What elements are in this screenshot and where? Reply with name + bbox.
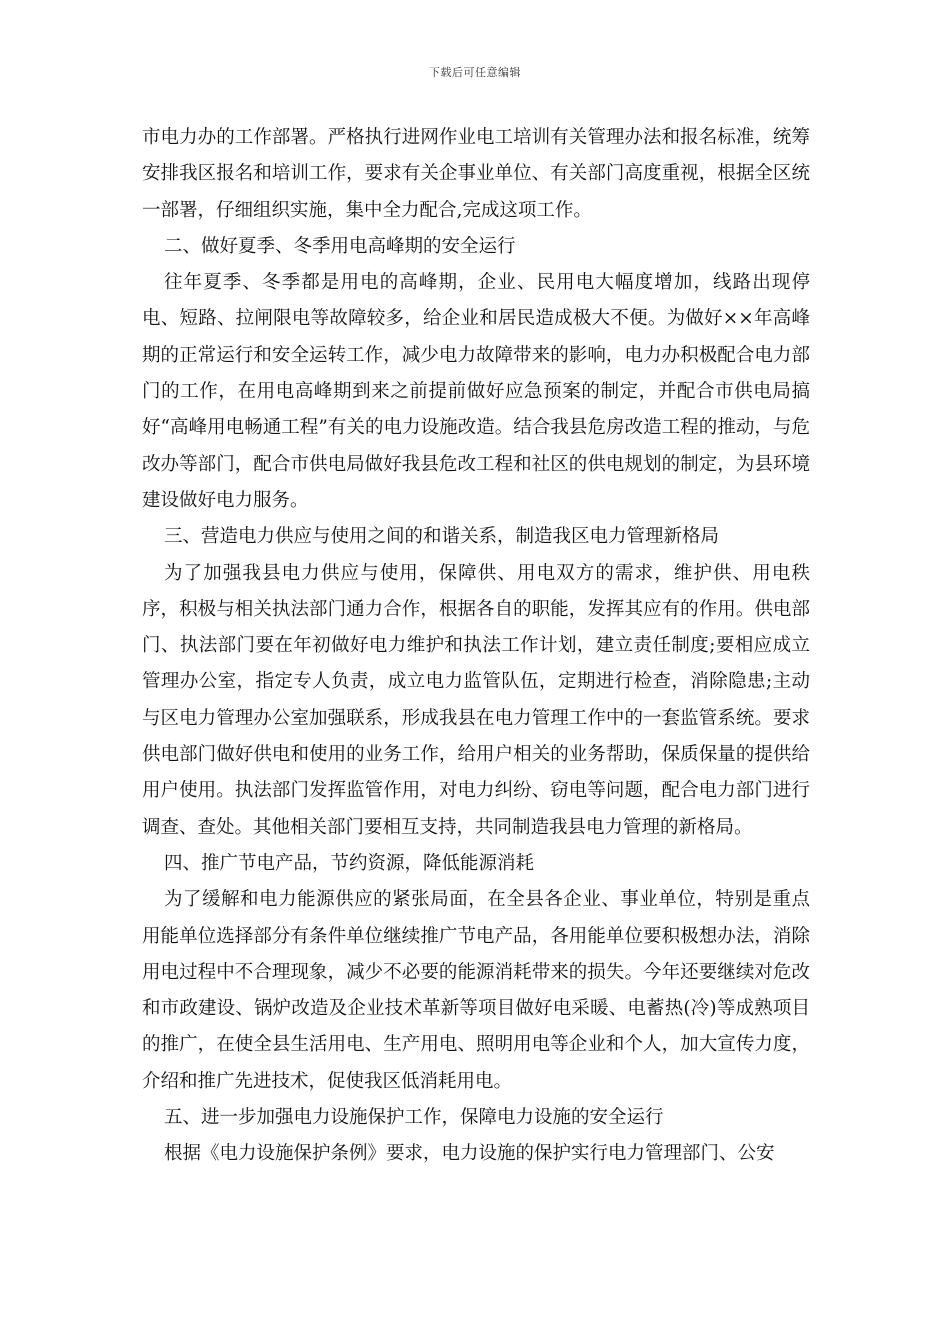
section-heading-2: 二、做好夏季、冬季用电高峰期的安全运行: [164, 235, 516, 257]
document-body: [142, 120, 810, 1173]
section-heading-3: 三、营造电力供应与使用之间的和谐关系，制造我区电力管理新格局: [164, 526, 720, 548]
section-heading-4: 四、推广节电产品，节约资源，降低能源消耗: [164, 852, 535, 874]
paragraph-section-5: 根据《电力设施保护条例》要求，电力设施的保护实行电力管理部门、公安: [164, 1143, 775, 1165]
paragraph-section-4: 为了缓解和电力能源供应的紧张局面，在全县各企业、事业单位，特别是重点用能单位选择部分有条件单位继续推广节电产品，各用能单位要积极想办法，消除用电过程中不合理现象，减少不必要的能源消耗带来的损失。今年还要继续对危改和市政建设、锅炉改造及企业技术革新等项目做好电采暖、电蓄热(冷)等成熟项目的推广，在使全县生活用电、生产用电、照明用电等企业和个人，加大宣传力度，介绍和推广先进技术，促使我区低消耗用电。: [142, 889, 810, 1092]
page-header: 下载后可任意编辑: [429, 66, 521, 79]
paragraph-section-2: 往年夏季、冬季都是用电的高峰期，企业、民用电大幅度增加，线路出现停电、短路、拉闸限电等故障较多，给企业和居民造成极大不便。为做好××年高峰期的正常运行和安全运转工作，减少电力故障带来的影响，电力办积极配合电力部门的工作，在用电高峰期到来之前提前做好应急预案的制定，并配合市供电局搞好“高峰用电畅通工程”有关的电力设施改造。结合我县危房改造工程的推动，与危改办等部门，配合市供电局做好我县危改工程和社区的供电规划的制定，为县环境建设做好电力服务。: [142, 272, 810, 511]
paragraph-section-3: 为了加强我县电力供应与使用，保障供、用电双方的需求，维护供、用电秩序，积极与相关执法部门通力合作，根据各自的职能，发挥其应有的作用。供电部门、执法部门要在年初做好电力维护和执法工作计划，建立责任制度;要相应成立管理办公室，指定专人负责，成立电力监管队伍，定期进行检查，消除隐患;主动与区电力管理办公室加强联系，形成我县在电力管理工作中的一套监管系统。要求供电部门做好供电和使用的业务工作，给用户相关的业务帮助，保质保量的提供给用户使用。执法部门发挥监管作用，对电力纠纷、窃电等问题，配合电力部门进行调查、查处。其他相关部门要相互支持，共同制造我县电力管理的新格局。: [142, 562, 810, 838]
paragraph-continuation: 市电力办的工作部署。严格执行进网作业电工培训有关管理办法和报名标准，统筹安排我区报名和培训工作，要求有关企事业单位、有关部门高度重视，根据全区统一部署，仔细组织实施，集中全力配合,完成这项工作。: [142, 127, 810, 221]
section-heading-5: 五、进一步加强电力设施保护工作，保障电力设施的安全运行: [164, 1107, 664, 1129]
